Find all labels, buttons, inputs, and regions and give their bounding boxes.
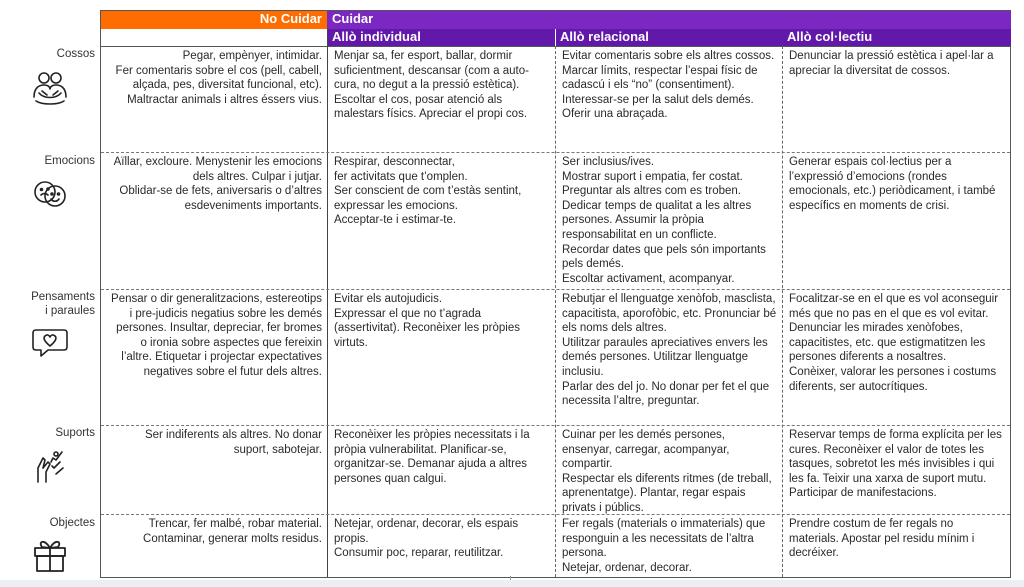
row-label-text: Suports [55,427,95,439]
header-individual: Allò individual [327,29,555,46]
header-no-cuidar: No Cuidar [101,11,327,29]
cell-text: Rebutjar el llenguatge xenòfob, masclista, capacitista, aporofòbic, etc. Pronunciar bé els noms dels altres. [562,293,777,335]
cell-text: Denunciar la pressió estètica i apel·lar a apreciar la diversitat de cossos. [789,50,994,77]
cell-emocions-individual [328,153,555,289]
cell-text: Recordar dates que pels són importants pels demés. [562,243,766,271]
cell-text: Prendre costum de fer regals no materials. Apostar pel residu mínim i decréixer. [789,518,975,560]
cell-text: Menjar sa, fer esport, ballar, dormir suficientment, descansar (com a auto-cura, no degut a la pressió estètica). Escoltar el cos, posar atenció als malestars físics. Apreciar el propi cos. [334,50,529,121]
cell-text: Fer comentaris sobre el cos (pell, cabell, alçada, pes, diversitat funcional, etc). Maltractar animals i altres éssers vius. [115,64,322,106]
cell-text: Mostrar suport i empatia, fer costat. [562,170,743,183]
cell-text: Expressar el que no t’agrada (assertivitat). Reconèixer les pròpies virtuts. [334,307,520,349]
cell-text: Acceptar-te i estimar-te. [334,214,457,227]
cell-text: Preguntar als altres com es troben. [562,185,741,198]
row-label-cossos [0,47,100,107]
cell-text: Utilitzar paraules apreciatives envers les demés persones. Utilitzar llenguatge inclusiu. [562,336,768,378]
row-label-emocions [0,154,100,214]
cell-suports-collectiu [783,426,1011,514]
cell-suports-no-cuidar [101,426,327,514]
header-no-cuidar-blank [101,29,327,46]
cell-cossos-no-cuidar [101,47,327,152]
cell-objectes-individual [328,515,555,577]
cell-text: Focalitzar-se en el que es vol aconseguir més que no pas en el que es vol evitar. Denunciar les mirades xenòfobes, capacitistes, etc. que estigmatitzen les persones diferents a nosaltres. [789,293,999,364]
cell-text: Aïllar, excloure. Menystenir les emocions dels altres. Culpar i jutjar. [113,156,322,183]
cell-text: Marcar límits, respectar l’espai físic de cadascú i els “no” (consentiment). [562,64,758,92]
row-label-text: Emocions [44,155,95,167]
header-collectiu: Allò col·lectiu [782,29,1011,46]
cell-text: Conèixer, valorar les persones i costums diferents, ser autocrítiques. [789,365,997,393]
cell-pensaments-no-cuidar [101,290,327,425]
cell-text: Escoltar activament, acompanyar. [562,272,735,285]
row-label-text: Pensaments [31,291,95,303]
cell-text: Generar espais col·lectius per a l’expressió d’emocions (rondes emocionals, etc.) periòdicament, i també específics en moments de crisi. [789,156,996,212]
row-label-objectes [0,516,100,574]
cell-text: Evitar comentaris sobre els altres cossos. [562,50,775,62]
cell-objectes-no-cuidar [101,515,327,577]
row-label-text: i paraules [45,305,95,317]
speech-heart-icon [30,322,70,362]
cell-suports-relacional [556,426,782,514]
cell-text: Reservar temps de forma explícita per les cures. Reconèixer el valor de totes les tasques, sobretot les més invisibles i qui les fa. Teixir una xarxa de suport mutu. [789,429,1002,485]
row-label-pensaments [0,290,100,362]
cell-text: Respirar, desconnectar, [334,156,455,168]
cell-emocions-no-cuidar [101,153,327,289]
row-label-text: Objectes [49,517,95,529]
row-label-text: Cossos [56,48,95,60]
cell-text: Parlar des del jo. No donar per fet el que necessita l’altre, preguntar. [562,380,770,408]
cell-pensaments-relacional [556,290,782,425]
cell-cossos-collectiu [783,47,1011,152]
cell-pensaments-individual [328,290,555,425]
header-cuidar: Cuidar [327,11,1011,29]
header-relacional: Allò relacional [555,29,782,46]
care-table [100,10,1011,578]
cell-text: fer activitats que t’omplen. [334,170,468,183]
cell-emocions-relacional [556,153,782,289]
cell-text: Pensar o dir generalitzacions, estereotips i pre-judicis negatius sobre les demés persones. Insultar, depreciar, fer bromes o ironia sobre aspectes que fereixin l’altre. Etiquetar i projectar expectatives negatives sobre el futur dels altres. [111,293,322,378]
cell-text: Consumir poc, reparar, reutilitzar. [334,547,504,560]
cell-text: Interessar-se per la salut dels demés. Oferir una abraçada. [562,93,754,121]
cell-text: Cuinar per les demés persones, ensenyar, carregar, acompanyar, compartir. [562,429,730,471]
cell-text: Pegar, empènyer, intimidar. [182,50,322,62]
cell-pensaments-collectiu [783,290,1011,425]
cell-text: Evitar els autojudicis. [334,293,443,305]
cell-suports-individual [328,426,555,514]
cell-cossos-individual [328,47,555,152]
cell-cossos-relacional [556,47,782,152]
cell-text: Reconèixer les pròpies necessitats i la pròpia vulnerabilitat. Planificar-se, organitzar-se. Demanar ajuda a altres persones quan calgui. [334,429,530,485]
cell-text: Participar de manifestacions. [789,487,937,500]
cell-text: Fer regals (materials o immaterials) que responguin a les necessitats de l’altra persona. [562,518,766,560]
cell-text: Dedicar temps de qualitat a les altres persones. Assumir la pròpia responsabilitat en un conflicte. [562,199,752,241]
cell-text: Ser conscient de com t’estàs sentint, expressar les emocions. [334,185,522,212]
cell-text: Netejar, ordenar, decorar, els espais propis. [334,518,519,545]
cell-text: Ser inclusius/ives. [562,156,655,168]
cell-text: Trencar, fer malbé, robar material. Contaminar, generar molts residus. [143,518,322,545]
cell-text: Respectar els diferents ritmes (de treball, aprenentatge). Plantar, regar espais privats i públics. [562,472,772,514]
cell-text: Netejar, ordenar, decorar. [562,561,692,574]
gift-icon [30,534,70,574]
cell-objectes-relacional [556,515,782,577]
cell-emocions-collectiu [783,153,1011,289]
cell-text: Ser indiferents als altres. No donar suport, sabotejar. [144,429,322,456]
emotions-faces-icon [30,174,70,214]
hugging-people-icon [30,67,70,107]
cell-text: Oblidar-se de fets, aniversaris o d’altres esdeveniments importants. [119,185,322,212]
row-label-suports [0,426,100,486]
helping-hands-icon [30,446,70,486]
bottom-scroll-area [0,580,1024,587]
cell-objectes-collectiu [783,515,1011,577]
